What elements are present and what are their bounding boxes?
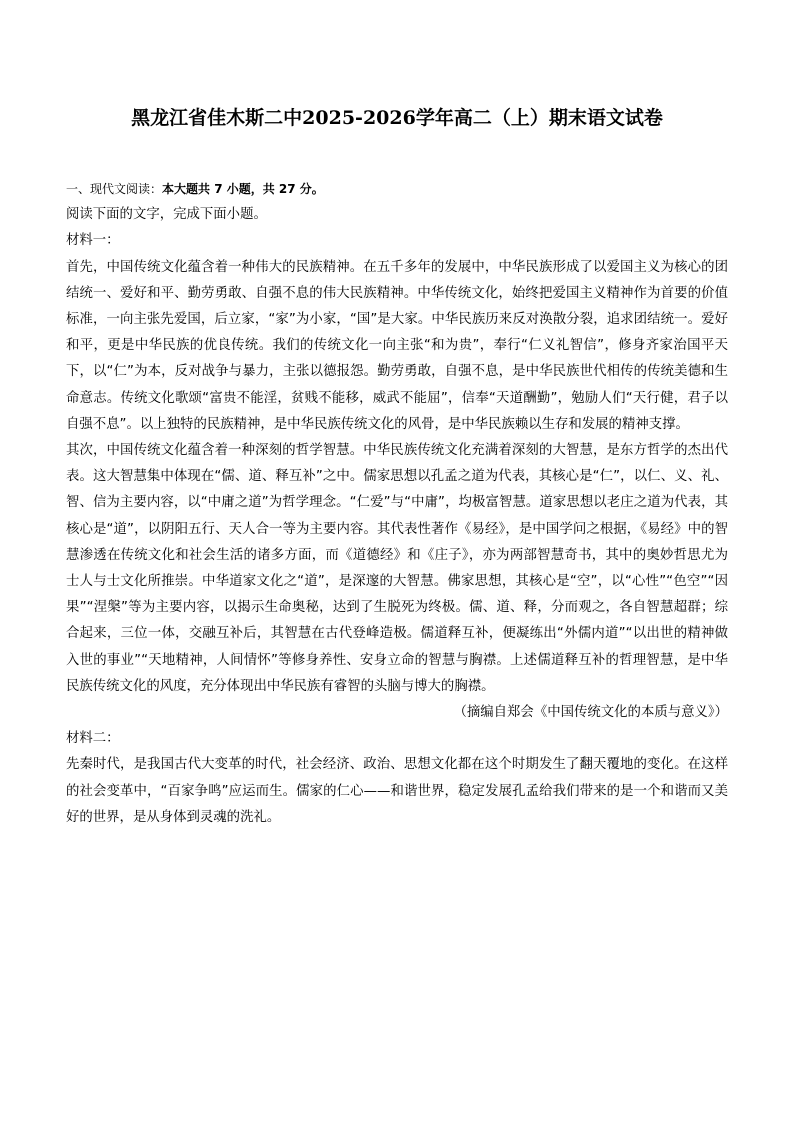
- section-heading: [66, 176, 728, 202]
- material-2-paragraph-1: 先秦时代，是我国古代大变革的时代，社会经济、政治、思想文化都在这个时期发生了翻天覆地的变化。在这样的社会变革中，“百家争鸣”应运而生。儒家的仁心——和谐世界，稳定发展孔孟给我们带来的是一个和谐而又美好的世界，是从身体到灵魂的洗礼。: [66, 757, 728, 825]
- material-1-paragraph-1: 首先，中国传统文化蕴含着一种伟大的民族精神。在五千多年的发展中，中华民族形成了以爱国主义为核心的团结统一、爱好和平、勤劳勇敢、自强不息的伟大民族精神。中华传统文化，始终把爱国主义精神作为首要的价值标准，一向主张先爱国，后立家，“家”为小家，“国”是大家。中华民族历来反对涣散分裂，追求团结统一。爱好和平，更是中华民族的优良传统。我们的传统文化一向主张“和为贵”，奉行“仁义礼智信”，修身齐家治国平天下，以“仁”为本，反对战争与暴力，主张以德报怨。勤劳勇敢，自强不息，是中华民族世代相传的传统美德和生命意志。传统文化歌颂“富贵不能淫，贫贱不能移，威武不能屈”，信奉“天道酬勤”，勉励人们“天行健，君子以自强不息”。以上独特的民族精神，是中华民族传统文化的风骨，是中华民族赖以生存和发展的精神支撑。: [66, 259, 728, 432]
- reading-content: [66, 176, 728, 831]
- section-heading-detail: 本大题共 7 小题，共 27 分。: [162, 182, 324, 196]
- section-heading-prefix: 一、现代文阅读：: [66, 182, 163, 196]
- exam-title: 黑龙江省佳木斯二中2025-2026学年高二（上）期末语文试卷: [131, 107, 663, 129]
- material-2-label: 材料二：: [66, 731, 120, 747]
- material-1-label: 材料一：: [66, 233, 120, 249]
- reading-instruction: 阅读下面的文字，完成下面小题。: [66, 207, 267, 223]
- material-1-paragraph-2: 其次，中国传统文化蕴含着一种深刻的哲学智慧。中华民族传统文化充满着深刻的大智慧，是东方哲学的杰出代表。这大智慧集中体现在“儒、道、释互补”之中。儒家思想以孔孟之道为代表，其核心是“仁”，以仁、义、礼、智、信为主要内容，以“中庸之道”为哲学理念。“仁爱”与“中庸”，均极富智慧。道家思想以老庄之道为代表，其核心是“道”，以阴阳五行、天人合一等为主要内容。其代表性著作《易经》，是中国学问之根据，《易经》中的智慧渗透在传统文化和社会生活的诸多方面，而《道德经》和《庄子》，亦为两部智慧奇书，其中的奥妙哲思尤为士人与士文化所推崇。中华道家文化之“道”，是深邃的大智慧。佛家思想，其核心是“空”，以“心性”“色空”“因果”“涅槃”等为主要内容，以揭示生命奥秘，达到了生脱死为终极。儒、道、释，分而观之，各自智慧超群；综合起来，三位一体，交融互补后，其智慧在古代登峰造极。儒道释互补，便凝练出“外儒内道”“以出世的精神做入世的事业”“天地精神，人间情怀”等修身养性、安身立命的智慧与胸襟。上述儒道释互补的哲理智慧，是中华民族传统文化的风度，充分体现出中华民族有睿智的头脑与博大的胸襟。: [66, 443, 728, 694]
- material-1-source: （摘编自郑会《中国传统文化的本质与意义》）: [453, 705, 728, 721]
